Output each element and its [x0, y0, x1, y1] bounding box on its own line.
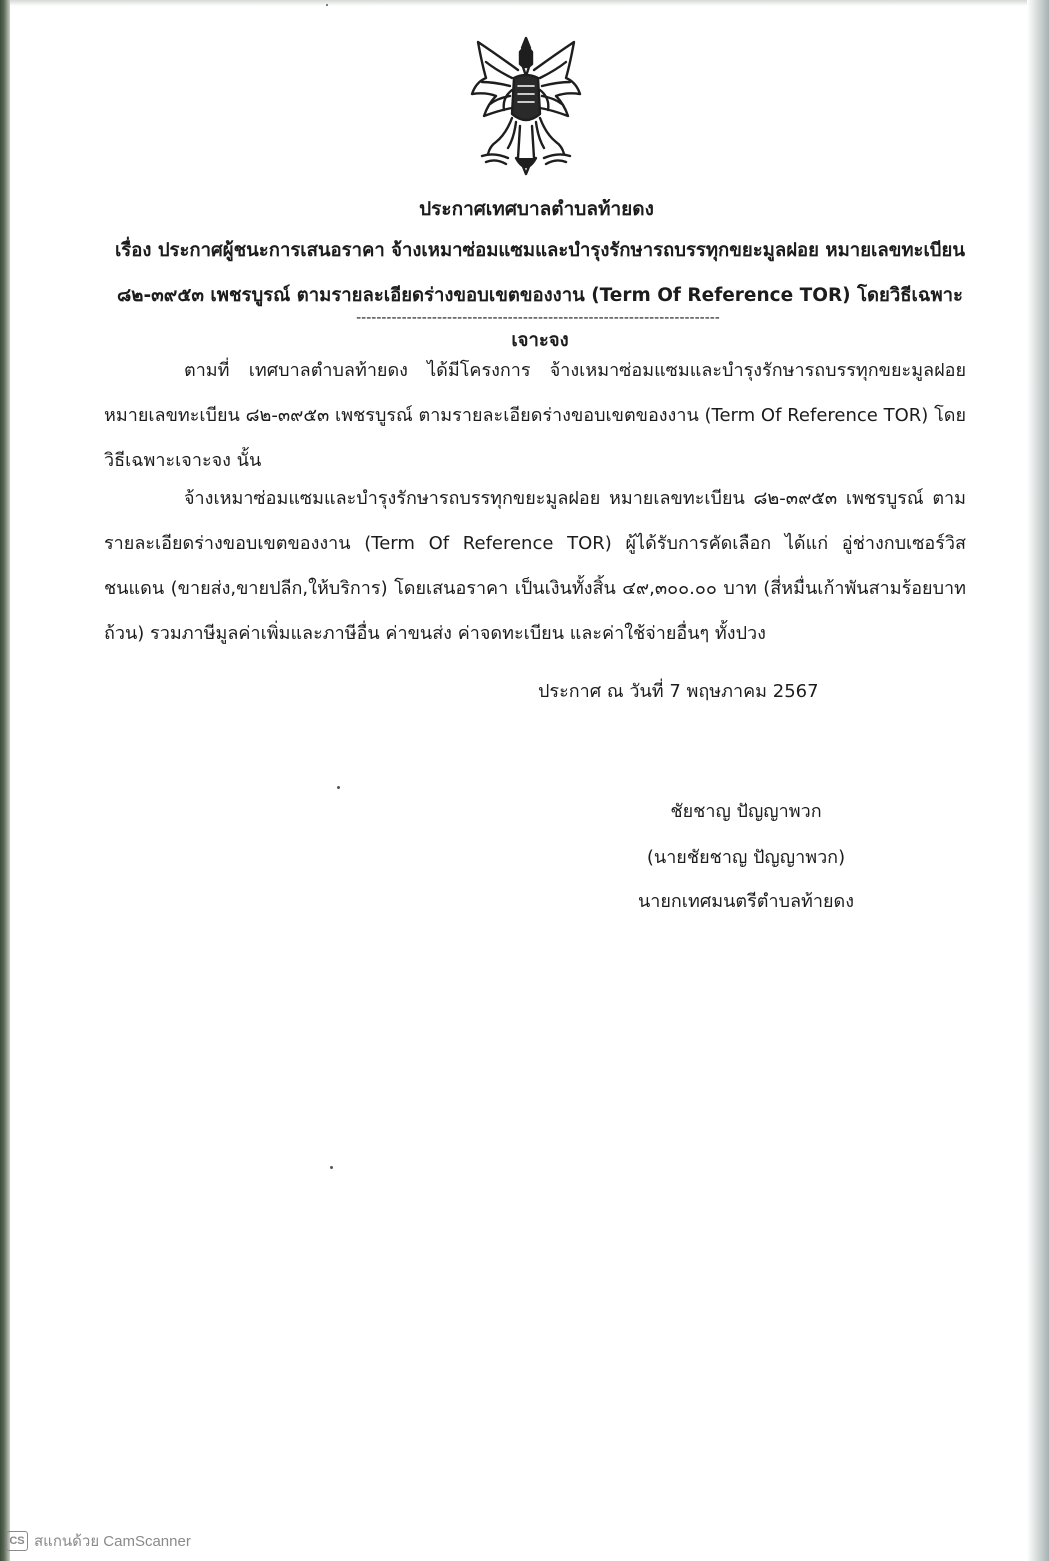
camscanner-text: สแกนด้วย CamScanner — [34, 1533, 191, 1550]
camscanner-logo-icon: CS — [6, 1531, 28, 1551]
paragraph-1-text: ตามที่ เทศบาลตำบลท้ายดง ได้มีโครงการ จ้างเหมาซ่อมแซมและบำรุงรักษารถบรรทุกขยะมูลฝอย หมายเลขทะเบียน ๘๒-๓๙๕๓ เพชรบูรณ์ ตามรายละเอียดร่างขอบเขตของงาน (Term Of Reference TOR) โดยวิธีเฉพาะเจาะจง นั้น — [104, 360, 966, 471]
separator-line: ------------------------------------------------------------------------ — [356, 310, 720, 326]
document-subject: เรื่อง ประกาศผู้ชนะการเสนอราคา จ้างเหมาซ่อมแซมและบำรุงรักษารถบรรทุกขยะมูลฝอย หมายเลขทะเบียน ๘๒-๓๙๕๓ เพชรบูรณ์ ตามรายละเอียดร่างขอบเขตของงาน (Term Of Reference TOR) โดยวิธีเฉพาะเจาะจง — [114, 240, 966, 351]
scan-speck — [326, 4, 328, 6]
scan-edge-right — [1027, 0, 1049, 1561]
paragraph-1 — [104, 348, 966, 483]
signature-name: ชัยชาญ ปัญญาพวก — [670, 801, 822, 822]
paragraph-2 — [104, 476, 966, 656]
announce-date: ประกาศ ณ วันที่ 7 พฤษภาคม 2567 — [538, 681, 819, 702]
signature-fullname: (นายชัยชาญ ปัญญาพวก) — [646, 847, 846, 868]
signature-position: นายกเทศมนตรีตำบลท้ายดง — [637, 891, 855, 912]
scan-edge-top — [0, 0, 1049, 6]
garuda-emblem-icon — [466, 34, 586, 178]
scan-speck — [330, 1166, 333, 1169]
document-header: ประกาศเทศบาลตำบลท้ายดง — [419, 198, 654, 220]
camscanner-watermark — [6, 1530, 191, 1552]
paragraph-2-text: จ้างเหมาซ่อมแซมและบำรุงรักษารถบรรทุกขยะมูลฝอย หมายเลขทะเบียน ๘๒-๓๙๕๓ เพชรบูรณ์ ตามรายละเอียดร่างขอบเขตของงาน (Term Of Reference TOR) ผู้ได้รับการคัดเลือก ได้แก่ อู่ช่างกบเซอร์วิส ชนแดน (ขายส่ง,ขายปลีก,ให้บริการ) โดยเสนอราคา เป็นเงินทั้งสิ้น ๔๙,๓๐๐.๐๐ บาท (สี่หมื่นเก้าพันสามร้อยบาทถ้วน) รวมภาษีมูลค่าเพิ่มและภาษีอื่น ค่าขนส่ง ค่าจดทะเบียน และค่าใช้จ่ายอื่นๆ ทั้งปวง — [104, 488, 966, 644]
scan-speck — [337, 786, 340, 789]
scan-edge-left — [0, 0, 10, 1561]
